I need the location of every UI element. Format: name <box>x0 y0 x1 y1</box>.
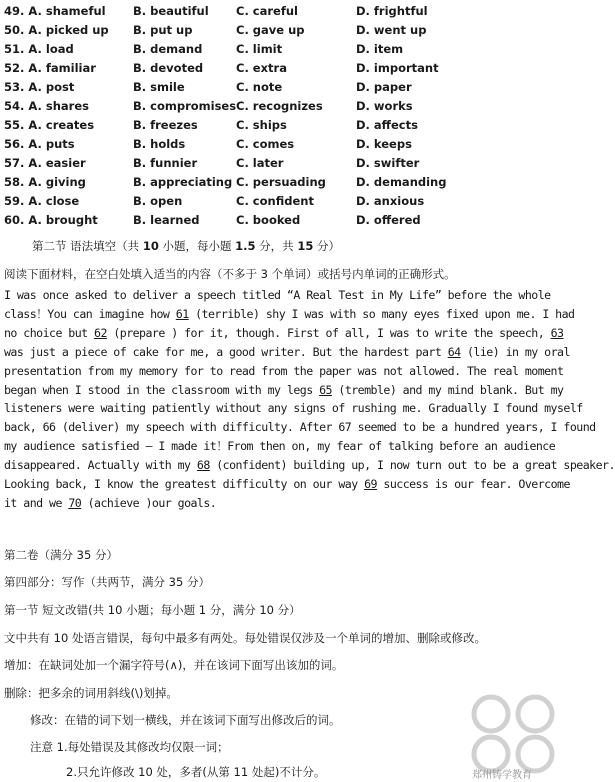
passage-line <box>4 324 562 342</box>
option-c: C. gave up <box>236 23 305 37</box>
passage-text: began when I stood in the classroom with my legs <box>4 382 320 397</box>
section1-title: 第一节 短文改错(共 10 小题；每小题 1 分，满分 10 分） <box>4 603 301 617</box>
blank-number: 63 <box>550 325 564 340</box>
option-d: D. demanding <box>356 175 447 189</box>
option-a-text: A. creates <box>28 118 95 132</box>
option-a-cell <box>4 154 86 173</box>
passage-text: I was once asked to deliver a speech titled “A Real Test in My Life” before the whole <box>4 288 551 302</box>
question-number: 53. <box>4 80 25 94</box>
blank-number: 69 <box>364 477 377 491</box>
option-a-cell <box>4 116 94 135</box>
question-number: 49. <box>4 4 25 18</box>
option-c: C. booked <box>236 213 301 227</box>
option-d: D. anxious <box>356 194 425 208</box>
passage-line <box>4 456 615 474</box>
question-number: 51. <box>4 42 25 56</box>
passage-text: (achieve )our goals. <box>81 495 217 510</box>
blank-number: 64 <box>447 344 461 359</box>
volume-title: 第二卷（满分 35 分） <box>4 548 118 562</box>
question-number: 59. <box>4 194 25 208</box>
option-a-cell <box>4 40 74 59</box>
blank-number: 68 <box>196 458 210 473</box>
passage-line <box>4 399 583 417</box>
option-b: B. put up <box>133 23 193 37</box>
option-a-text: A. post <box>28 80 75 94</box>
passage-text: class！You can imagine how <box>4 306 176 321</box>
option-b: B. demand <box>133 42 203 56</box>
passage-text: was just a piece of cake for me, a good writer. But the hardest part <box>4 344 448 359</box>
option-d: D. swifter <box>356 156 420 170</box>
option-b: B. appreciating <box>133 175 233 189</box>
option-d: D. works <box>356 99 413 113</box>
passage-line <box>4 475 570 493</box>
option-a-cell <box>4 97 89 116</box>
question-number: 57. <box>4 156 25 170</box>
passage-line <box>4 362 562 380</box>
option-b: B. freezes <box>133 118 198 132</box>
option-b: B. smile <box>133 80 185 94</box>
passage-text: disappeared. Actually with my <box>4 458 197 473</box>
blank-number: 61 <box>175 306 189 321</box>
passage-line <box>4 494 562 512</box>
option-a-cell <box>4 211 98 230</box>
passage-line <box>4 437 562 455</box>
option-a-text: A. giving <box>28 175 86 189</box>
option-a-cell <box>4 192 79 211</box>
option-d: D. went up <box>356 23 427 37</box>
option-c: C. careful <box>236 4 298 18</box>
note-2: 2.只允许修改 10 处，多者(从第 11 处起)不计分。 <box>66 765 326 779</box>
option-a-text: A. shares <box>28 99 89 113</box>
option-c: C. note <box>236 80 283 94</box>
option-b: B. open <box>133 194 183 208</box>
option-c: C. confident <box>236 194 314 208</box>
passage-text: success is our fear. Overcome <box>376 477 570 491</box>
option-b: B. beautiful <box>133 4 209 18</box>
passage-text: (tremble) and my mind blank. But my <box>331 382 564 397</box>
option-b: B. funnier <box>133 156 198 170</box>
option-a-text: A. brought <box>28 213 98 227</box>
passage-text: listeners were waiting patiently without any signs of rushing me. Gradually I found myself <box>4 401 583 416</box>
option-a-text: A. puts <box>28 137 75 151</box>
passage-text: (terrible) shy I was with so many eyes fixed upon me. I had <box>188 306 575 321</box>
option-a-cell <box>4 21 109 40</box>
instruction-delete: 删除：把多余的词用斜线(\)划掉。 <box>4 686 178 700</box>
instruction-add: 增加：在缺词处加一个漏字符号(∧)，并在该词下面写出该加的词。 <box>4 658 344 672</box>
option-d: D. keeps <box>356 137 412 151</box>
option-c: C. extra <box>236 61 287 75</box>
blank-number: 65 <box>319 382 332 397</box>
option-a-cell <box>4 173 86 192</box>
question-number: 60. <box>4 213 25 227</box>
passage-text: no choice but <box>4 325 95 340</box>
option-b: B. devoted <box>133 61 204 75</box>
section2-instruction: 阅读下面材料，在空白处填入适当的内容（不多于 3 个单词）或括号内单词的正确形式。 <box>4 267 456 281</box>
option-d: D. item <box>356 42 404 56</box>
passage-line <box>4 381 562 399</box>
option-d: D. offered <box>356 213 421 227</box>
option-c: C. limit <box>236 42 283 56</box>
passage-text: presentation from my memory for to read from the paper was not allowed. The real moment <box>4 363 564 378</box>
passage-text: my audience satisfied — I made it！From then on, my fear of talking before an audience <box>4 439 556 454</box>
passage-text: (lie) in my oral <box>460 344 570 359</box>
option-d: D. frightful <box>356 4 428 18</box>
option-b: B. learned <box>133 213 200 227</box>
option-a-text: A. picked up <box>28 23 109 37</box>
option-c: C. later <box>236 156 284 170</box>
option-a-cell <box>4 2 106 21</box>
passage-text: (prepare ) for it, though. First of all, I was to write the speech, <box>106 325 551 340</box>
part4-title: 第四部分：写作（共两节，满分 35 分） <box>4 575 210 589</box>
option-a-text: A. familiar <box>28 61 96 75</box>
option-c: C. persuading <box>236 175 326 189</box>
passage-line <box>4 286 562 304</box>
question-number: 55. <box>4 118 25 132</box>
option-c: C. ships <box>236 118 287 132</box>
question-number: 54. <box>4 99 25 113</box>
option-a-cell <box>4 59 96 78</box>
blank-number: 62 <box>94 325 107 340</box>
passage-text: Looking back, I know the greatest difficulty on our way <box>4 477 365 491</box>
passage-text: it and we <box>4 495 69 510</box>
passage-text: (confident) building up, I now turn out to be a great speaker. <box>209 458 615 473</box>
note-1: 注意 1.每处错误及其修改均仅限一词； <box>30 740 229 754</box>
option-b: B. compromises <box>133 99 237 113</box>
option-b: B. holds <box>133 137 186 151</box>
option-d: D. paper <box>356 80 412 94</box>
passage-line <box>4 343 570 361</box>
blank-number: 70 <box>68 495 82 510</box>
option-d: D. important <box>356 61 439 75</box>
option-a-text: A. shameful <box>28 4 106 18</box>
option-a-cell <box>4 78 74 97</box>
question-number: 52. <box>4 61 25 75</box>
passage-text: back, 66 (deliver) my speech with difficulty. After 67 seemed to be a hundred years, I found <box>4 420 596 435</box>
option-a-text: A. close <box>28 194 80 208</box>
watermark-text: 郑州铸学教育 <box>472 770 532 781</box>
instruction-modify: 修改：在错的词下划一横线，并在该词下面写出修改后的词。 <box>30 713 341 727</box>
question-number: 56. <box>4 137 25 151</box>
option-d: D. affects <box>356 118 418 132</box>
option-c: C. comes <box>236 137 295 151</box>
passage-line <box>4 418 596 436</box>
option-a-text: A. load <box>28 42 74 56</box>
option-a-cell <box>4 135 75 154</box>
passage-line <box>4 305 575 323</box>
question-number: 58. <box>4 175 25 189</box>
section2-title: 第二节 语法填空（共 10 小题，每小题 1.5 分，共 15 分） <box>32 239 340 253</box>
option-a-text: A. easier <box>28 156 86 170</box>
instruction-desc: 文中共有 10 处语言错误，每句中最多有两处。每处错误仅涉及一个单词的增加、删除或修改。 <box>4 631 486 645</box>
option-c: C. recognizes <box>236 99 323 113</box>
question-number: 50. <box>4 23 25 37</box>
